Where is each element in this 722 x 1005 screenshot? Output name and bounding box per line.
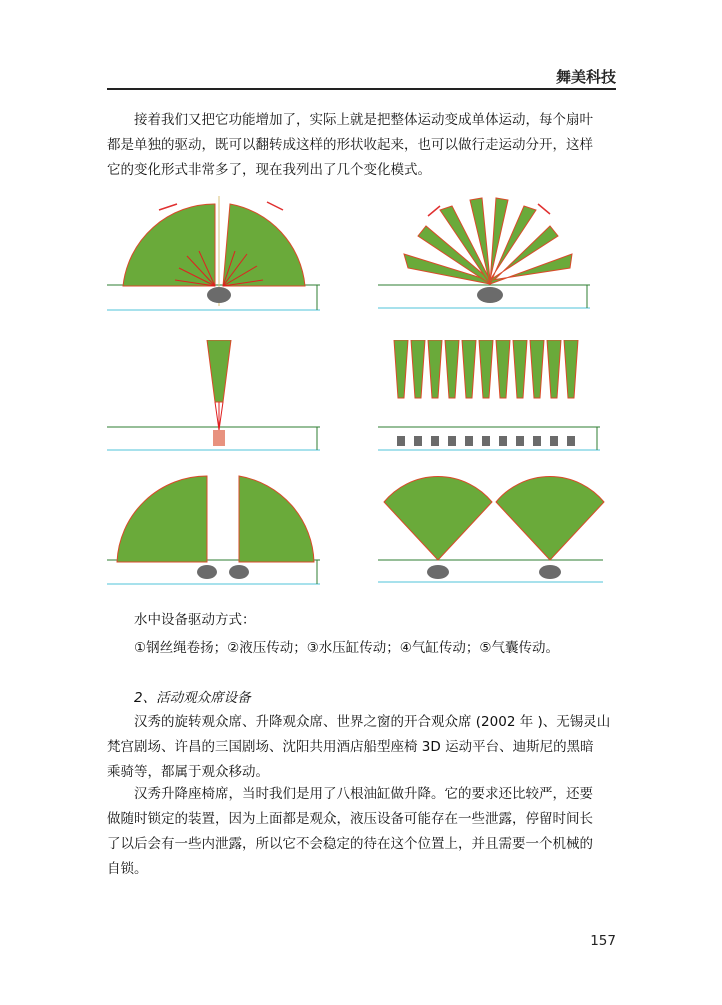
left-fan-blades xyxy=(123,204,215,286)
right-full-fan xyxy=(496,477,604,560)
para1-line-3: 乘骑等，都属于观众移动。 xyxy=(107,764,269,780)
intro-line-3: 它的变化形式非常多了，现在我列出了几个变化模式。 xyxy=(107,162,431,178)
right-half-fan xyxy=(239,476,314,562)
rotate-left-arrow xyxy=(428,206,440,216)
figure-fans-tilted-apart xyxy=(107,196,327,316)
section-paragraph-1 xyxy=(107,710,616,785)
figure-blades-row xyxy=(378,340,608,455)
left-full-fan xyxy=(384,477,492,560)
rotate-right-arrow xyxy=(267,202,283,210)
fan-base xyxy=(207,287,231,303)
intro-paragraph xyxy=(107,108,616,183)
row-blades xyxy=(394,340,578,398)
row-bases xyxy=(397,436,575,446)
para1-line-1: 汉秀的旋转观众席、升降观众席、世界之窗的开合观众席 (2002 年 )、无锡灵山 xyxy=(134,714,611,730)
folded-blade xyxy=(207,340,231,402)
right-base xyxy=(229,565,249,579)
right-fan-blades xyxy=(223,204,305,286)
left-half-fan xyxy=(117,476,207,562)
para1-line-2: 梵宫剧场、许昌的三国剧场、沈阳共用酒店船型座椅 3D 运动平台、迪斯尼的黑暗 xyxy=(107,739,594,755)
rotate-right-arrow xyxy=(538,204,550,214)
rotate-left-arrow xyxy=(159,204,177,210)
intro-line-1: 接着我们又把它功能增加了，实际上就是把整体运动变成单体运动，每个扇叶 xyxy=(134,112,593,128)
intro-line-2: 都是单独的驱动，既可以翻转成这样的形状收起来，也可以做行走运动分开，这样 xyxy=(107,137,593,153)
figure-fan-spread-gaps xyxy=(378,196,598,316)
header-rule xyxy=(107,88,616,90)
figure-fans-split xyxy=(107,474,327,589)
figure-fan-folded xyxy=(107,340,327,455)
para2-line-4: 自锁。 xyxy=(107,861,148,877)
para2-line-2: 做随时锁定的装置，因为上面都是观众，液压设备可能存在一些泄露，停留时间长 xyxy=(107,811,593,827)
right-base xyxy=(539,565,561,579)
page-number: 157 xyxy=(590,933,616,949)
para2-line-1: 汉秀升降座椅席，当时我们是用了八根油缸做升降。它的要求还比较严，还要 xyxy=(134,786,593,802)
folded-base xyxy=(213,430,225,446)
section-paragraph-2 xyxy=(107,782,616,882)
section-heading: 2、活动观众席设备 xyxy=(134,690,251,706)
para2-line-3: 了以后会有一些内泄露，所以它不会稳定的待在这个位置上，并且需要一个机械的 xyxy=(107,836,593,852)
folded-struts xyxy=(215,402,223,430)
fan-base xyxy=(477,287,503,303)
figure-two-fans xyxy=(378,474,613,589)
left-base xyxy=(197,565,217,579)
running-header: 舞美科技 xyxy=(555,68,616,86)
drive-modes-list: ①钢丝绳卷扬；②液压传动；③水压缸传动；④气缸传动；⑤气囊传动。 xyxy=(134,640,560,656)
left-base xyxy=(427,565,449,579)
drive-modes-title: 水中设备驱动方式： xyxy=(134,612,256,628)
